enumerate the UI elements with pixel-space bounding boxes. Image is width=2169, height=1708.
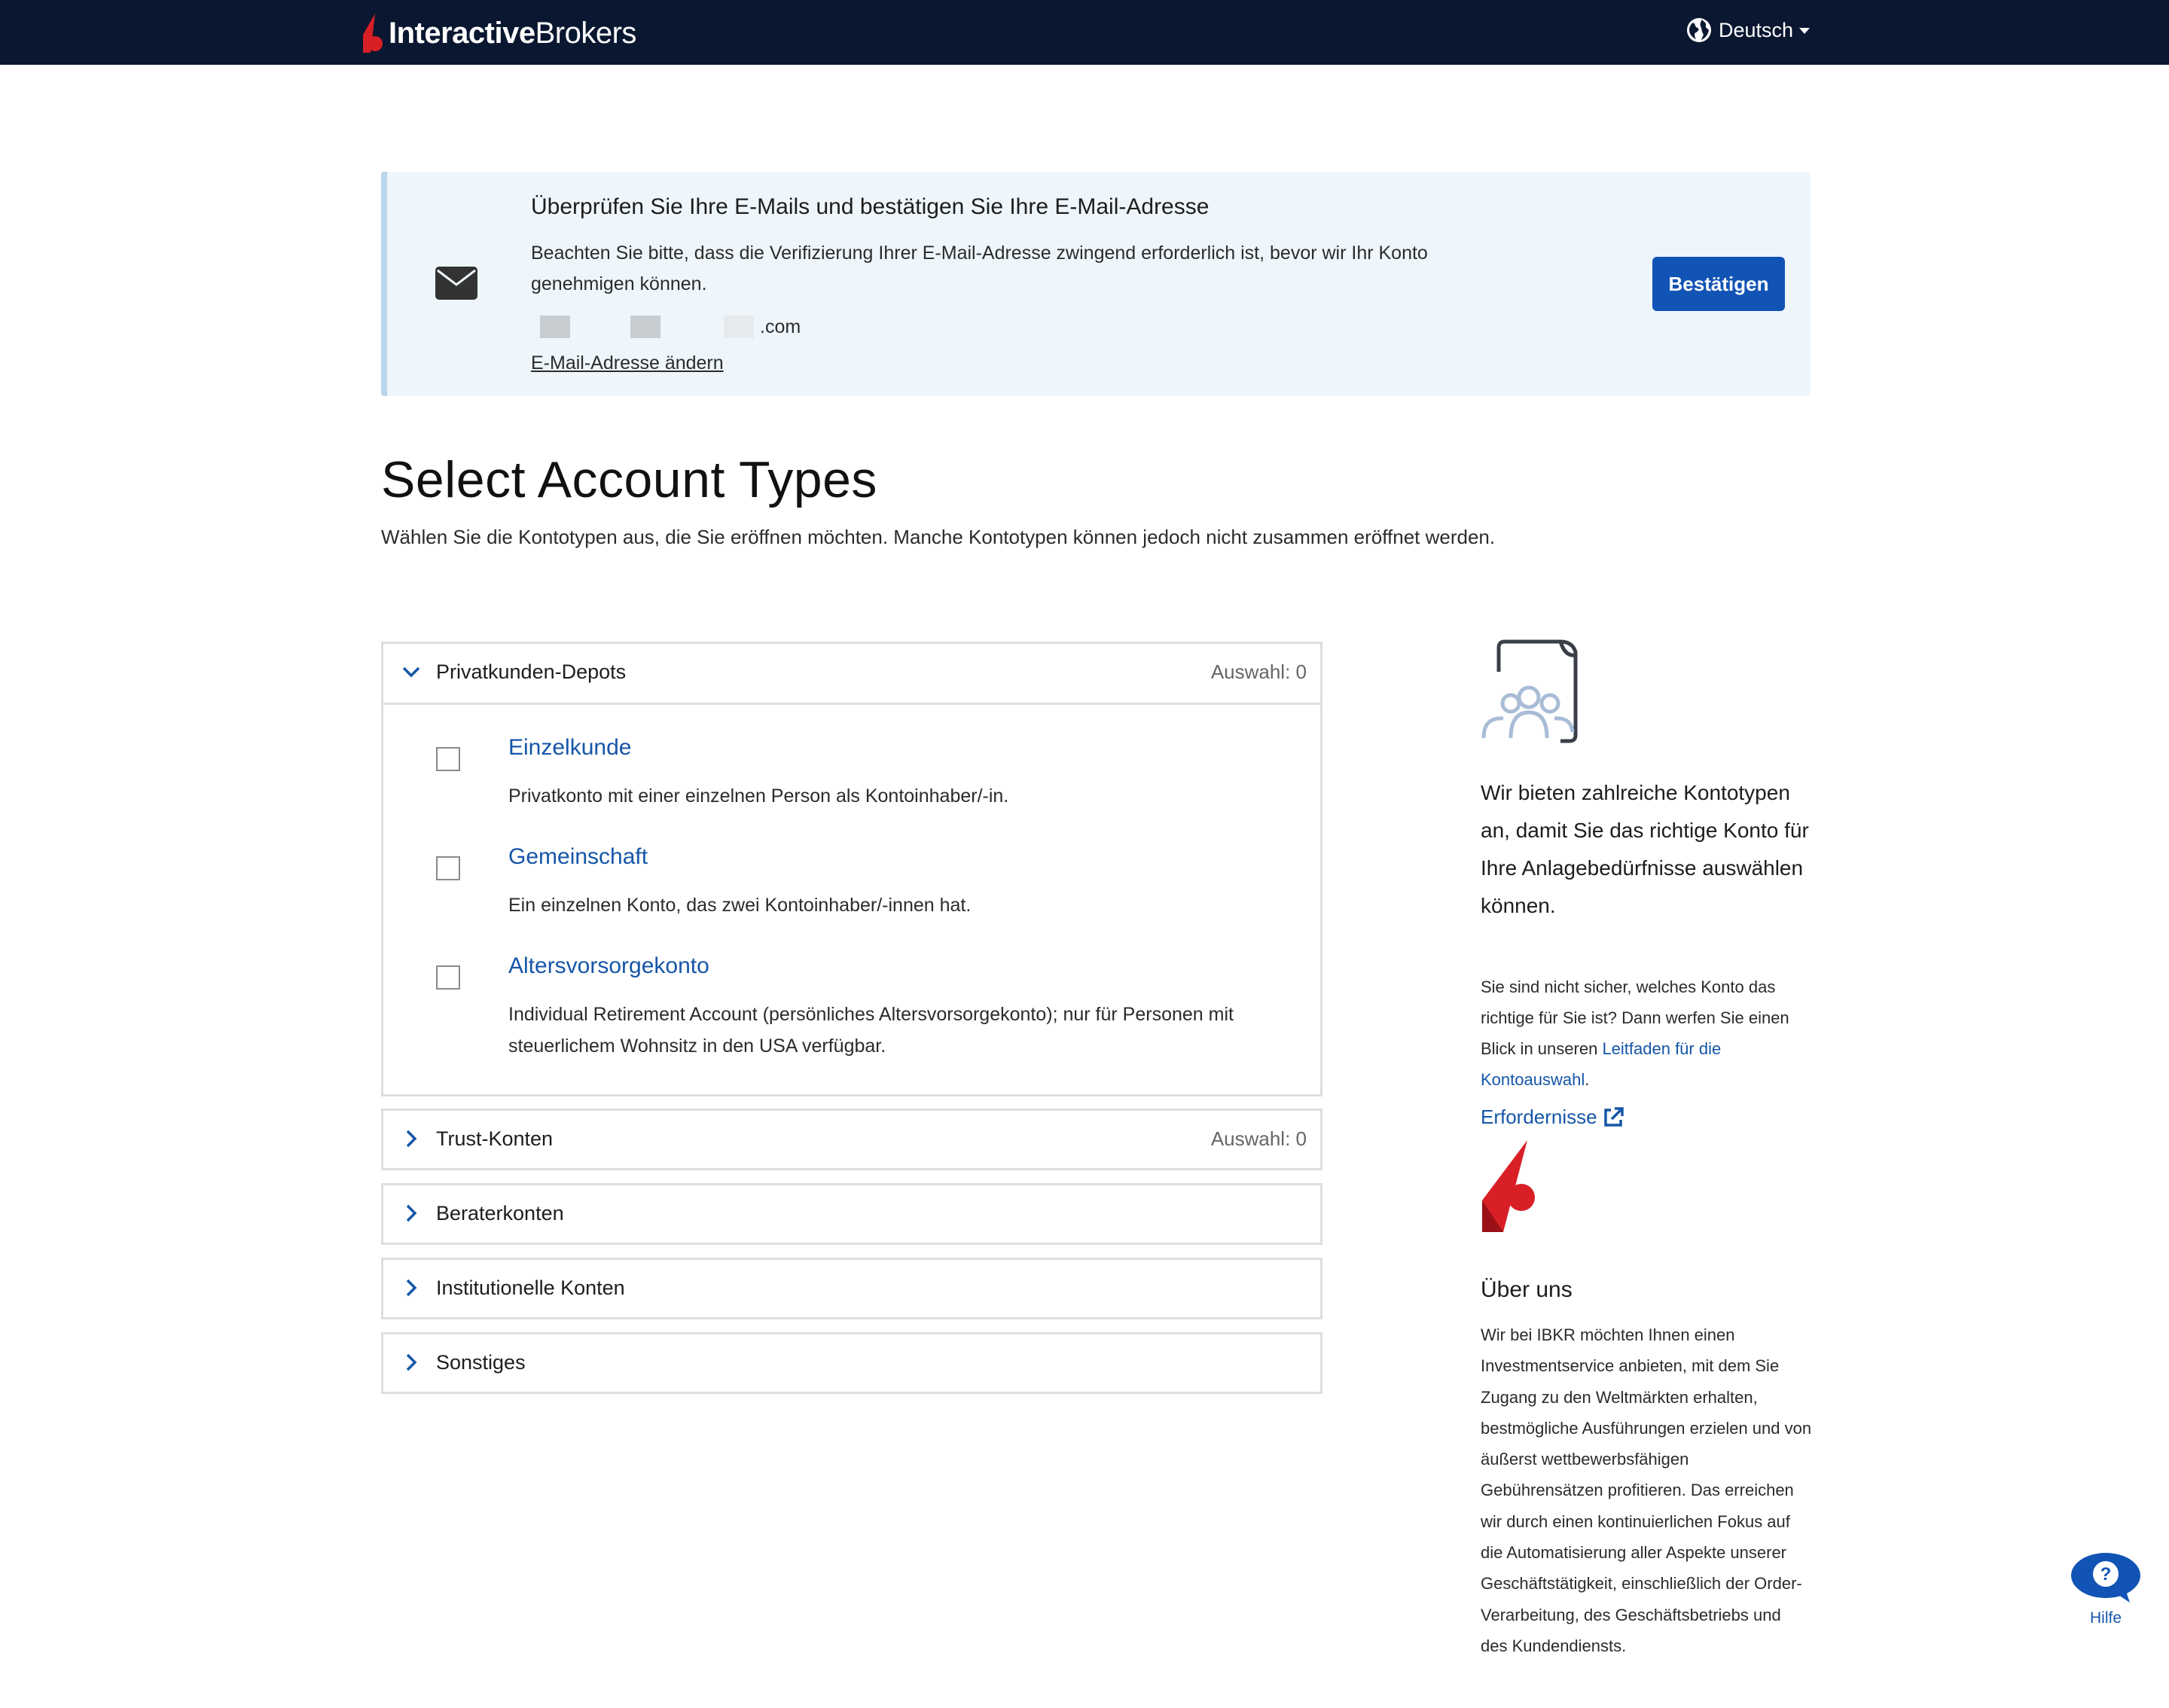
ib-logo-icon	[360, 12, 384, 54]
chevron-right-icon	[401, 1353, 421, 1372]
sidebar-help-sentence: Sie sind nicht sicher, welches Konto das richtige für Sie ist? Dann werfen Sie einen Blick in unseren	[1481, 978, 1789, 1058]
help-button[interactable]	[2068, 1551, 2143, 1627]
requirements-label: Erfordernisse	[1481, 1106, 1597, 1128]
redacted-block	[724, 316, 754, 338]
option-title[interactable]: Gemeinschaft	[508, 844, 648, 869]
option-title[interactable]: Einzelkunde	[508, 735, 632, 760]
about-title: Über uns	[1481, 1277, 1573, 1302]
selection-count: Auswahl: 0	[1210, 660, 1307, 683]
account-guide-link[interactable]: Leitfaden für die Kontoauswahl	[1481, 1039, 1722, 1089]
page-title: Select Account Types	[381, 451, 877, 508]
sidebar-help-period: .	[1585, 1070, 1590, 1089]
help-question-icon	[2070, 1551, 2142, 1604]
accordion-label: Beraterkonten	[436, 1202, 564, 1225]
accordion-label: Privatkunden-Depots	[436, 660, 627, 683]
email-verification-alert	[381, 172, 1811, 396]
accordion-header-privatkunden[interactable]	[383, 644, 1320, 703]
accordion-label: Trust-Konten	[436, 1127, 554, 1150]
change-email-link[interactable]: E-Mail-Adresse ändern	[531, 352, 724, 374]
globe-icon	[1685, 17, 1713, 44]
chevron-right-icon	[401, 1278, 421, 1298]
accordion-berater[interactable]	[381, 1183, 1322, 1245]
chevron-down-icon	[1799, 28, 1810, 34]
confirm-email-button[interactable]: Bestätigen	[1652, 257, 1785, 311]
accordion-label: Institutionelle Konten	[436, 1276, 625, 1299]
external-link-icon	[1602, 1106, 1624, 1129]
selection-count: Auswahl: 0	[1210, 1127, 1307, 1150]
accordion-sonstiges[interactable]	[381, 1332, 1322, 1394]
chevron-right-icon	[401, 1129, 421, 1148]
accordion-label: Sonstiges	[436, 1351, 526, 1374]
alert-title: Überprüfen Sie Ihre E-Mails und bestätigen Sie Ihre E-Mail-Adresse	[531, 194, 1210, 219]
checkbox-einzelkunde[interactable]	[436, 747, 460, 771]
svg-text:?: ?	[2100, 1564, 2112, 1584]
accordion-privatkunden	[381, 642, 1322, 1096]
accordion-trust[interactable]	[381, 1109, 1322, 1170]
ib-brand-mark-icon	[1481, 1139, 1536, 1237]
logo-text: InteractiveBrokers	[389, 16, 636, 50]
option-description: Individual Retirement Account (persönliches Altersvorsorgekonto); nur für Personen mit steuerlichem Wohnsitz in den USA verfügbar.	[508, 1004, 1234, 1057]
redacted-block	[540, 316, 570, 338]
option-description: Privatkonto mit einer einzelnen Person als Kontoinhaber/-in.	[508, 785, 1009, 807]
redacted-block	[630, 316, 660, 338]
page-subtitle: Wählen Sie die Kontotypen aus, die Sie eröffnen möchten. Manche Kontotypen können jedoch nicht zusammen eröffnet werden.	[381, 526, 1496, 548]
sidebar-help-text	[1481, 971, 1812, 1095]
chevron-down-icon	[401, 662, 421, 682]
accordion-institutionelle[interactable]	[381, 1258, 1322, 1319]
accordion-header-sonstiges[interactable]	[383, 1334, 1320, 1393]
option-title[interactable]: Altersvorsorgekonto	[508, 953, 709, 978]
checkbox-altersvorsorgekonto[interactable]	[436, 965, 460, 990]
help-label: Hilfe	[2089, 1609, 2122, 1627]
language-selector[interactable]	[1685, 17, 1810, 44]
envelope-icon	[435, 267, 477, 300]
checkbox-gemeinschaft[interactable]	[436, 856, 460, 880]
sidebar-info	[1481, 639, 1812, 1655]
account-holders-document-icon	[1481, 639, 1582, 744]
requirements-link[interactable]	[1481, 1106, 1624, 1129]
about-text: Wir bei IBKR möchten Ihnen einen Investmentservice anbieten, mit dem Sie Zugang zu den Weltmärkten erhalten, bestmögliche Ausführungen erzielen und von äußerst wettbewerbsfähigen Gebührensätzen profitieren. Das erreichen wir durch einen kontinuierlichen Fokus auf die Automatisierung aller Aspekte unserer Geschäftstätigkeit, einschließlich der Order-Verarbeitung, des Geschäftsbetriebs und des Kundendiensts.	[1481, 1325, 1812, 1655]
accordion-body	[383, 703, 1320, 1096]
ib-logo[interactable]	[360, 11, 636, 56]
chevron-right-icon	[401, 1203, 421, 1223]
accordion-header-institutionelle[interactable]	[383, 1260, 1320, 1319]
top-navbar	[0, 0, 2169, 65]
email-address	[531, 312, 801, 342]
accordion-header-berater[interactable]	[383, 1185, 1320, 1244]
sidebar-lead: Wir bieten zahlreiche Kontotypen an, damit Sie das richtige Konto für Ihre Anlagebedürfnisse auswählen können.	[1481, 781, 1809, 917]
option-description: Ein einzelnen Konto, das zwei Kontoinhaber/-innen hat.	[508, 895, 972, 916]
accordion-header-trust[interactable]	[383, 1111, 1320, 1170]
alert-text: Beachten Sie bitte, dass die Verifizierung Ihrer E-Mail-Adresse zwingend erforderlich ist, bevor wir Ihr Konto genehmigen können.	[531, 242, 1428, 294]
email-domain: .com	[760, 316, 801, 337]
language-label: Deutsch	[1719, 18, 1794, 41]
